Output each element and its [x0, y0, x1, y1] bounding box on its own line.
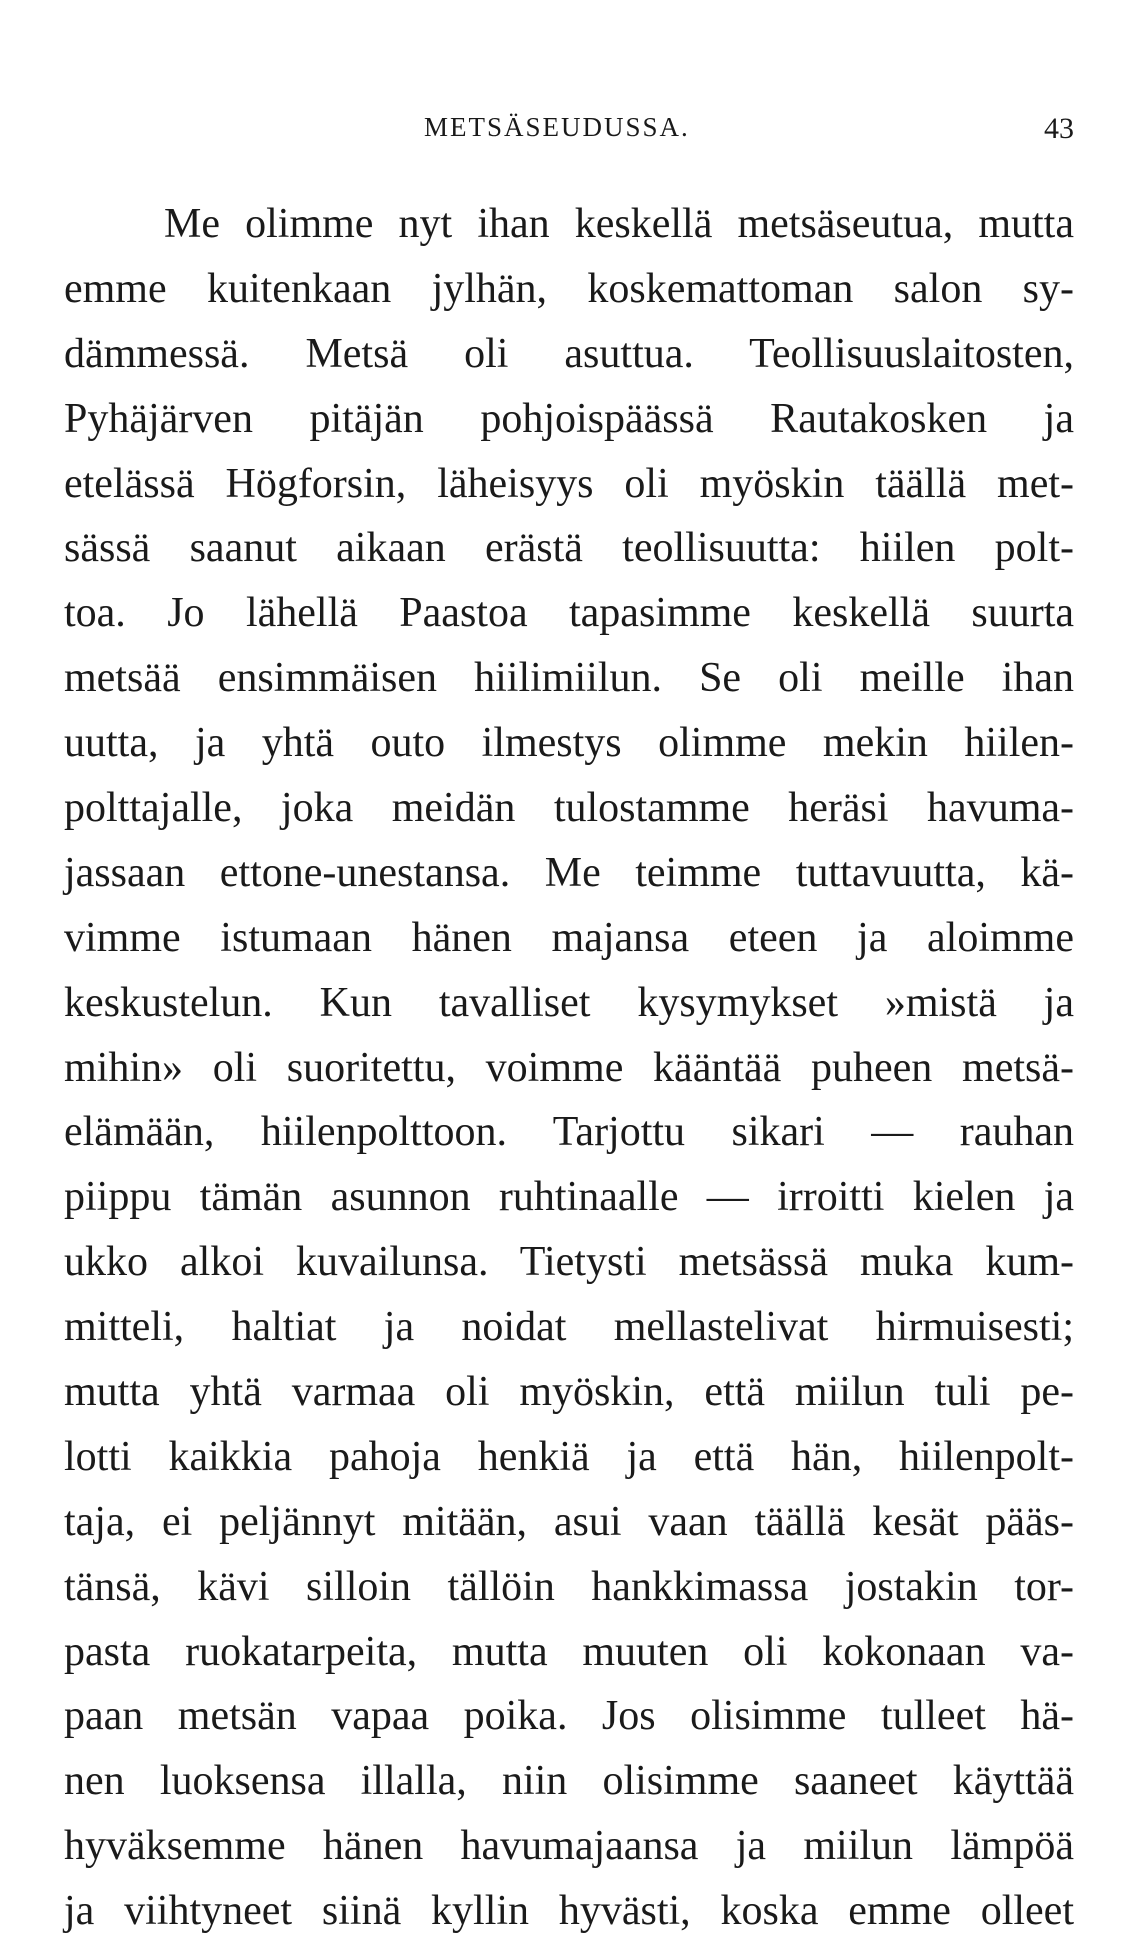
text-line: piippu tämän asunnon ruhtinaalle — irroitti kielen ja — [64, 1174, 1074, 1221]
text-line: toa. Jo lähellä Paastoa tapasimme keskellä suurta — [64, 590, 1074, 637]
text-line: polttajalle, joka meidän tulostamme heräsi havuma- — [64, 785, 1074, 832]
text-line: ja viihtyneet siinä kyllin hyvästi, koska emme olleet — [64, 1888, 1074, 1935]
text-line: paan metsän vapaa poika. Jos olisimme tulleet hä- — [64, 1693, 1074, 1740]
page-number: 43 — [1044, 112, 1074, 145]
text-line: emme kuitenkaan jylhän, koskemattoman salon sy- — [64, 265, 1074, 312]
text-line: jassaan ettone-unestansa. Me teimme tuttavuutta, kä- — [64, 849, 1074, 896]
running-head — [64, 112, 1074, 152]
text-line: Pyhäjärven pitäjän pohjoispäässä Rautakosken ja — [64, 395, 1074, 442]
text-line: etelässä Högforsin, läheisyys oli myöskin täällä met- — [64, 460, 1074, 507]
text-line: elämään, hiilenpolttoon. Tarjottu sikari — rauhan — [64, 1109, 1074, 1156]
text-line: uutta, ja yhtä outo ilmestys olimme mekin hiilen- — [64, 720, 1074, 767]
text-line: pasta ruokatarpeita, mutta muuten oli kokonaan va- — [64, 1628, 1074, 1675]
text-line: keskustelun. Kun tavalliset kysymykset »mistä ja — [64, 979, 1074, 1026]
text-line: tänsä, kävi silloin tällöin hankkimassa jostakin tor- — [64, 1563, 1074, 1610]
text-line: mihin» oli suoritettu, voimme kääntää puheen metsä- — [64, 1044, 1074, 1091]
text-line: lotti kaikkia pahoja henkiä ja että hän, hiilenpolt- — [64, 1433, 1074, 1480]
text-line: mutta yhtä varmaa oli myöskin, että miilun tuli pe- — [64, 1369, 1074, 1416]
text-line: hyväksemme hänen havumajaansa ja miilun lämpöä — [64, 1823, 1074, 1870]
text-line: dämmessä. Metsä oli asuttua. Teollisuuslaitosten, — [64, 330, 1074, 377]
text-line: metsää ensimmäisen hiilimiilun. Se oli meille ihan — [64, 655, 1074, 702]
running-title: METSÄSEUDUSSA. — [424, 112, 690, 142]
text-line: vimme istumaan hänen majansa eteen ja aloimme — [64, 914, 1074, 961]
text-line: nen luoksensa illalla, niin olisimme saaneet käyttää — [64, 1758, 1074, 1805]
text-line: mitteli, haltiat ja noidat mellastelivat hirmuisesti; — [64, 1304, 1074, 1351]
text-line: ukko alkoi kuvailunsa. Tietysti metsässä muka kum- — [64, 1239, 1074, 1286]
body-text — [64, 192, 1074, 1944]
text-line: Me olimme nyt ihan keskellä metsäseutua, mutta — [164, 201, 1074, 247]
text-line: sässä saanut aikaan erästä teollisuutta: hiilen polt- — [64, 525, 1074, 572]
text-line: taja, ei peljännyt mitään, asui vaan täällä kesät pääs- — [64, 1498, 1074, 1545]
